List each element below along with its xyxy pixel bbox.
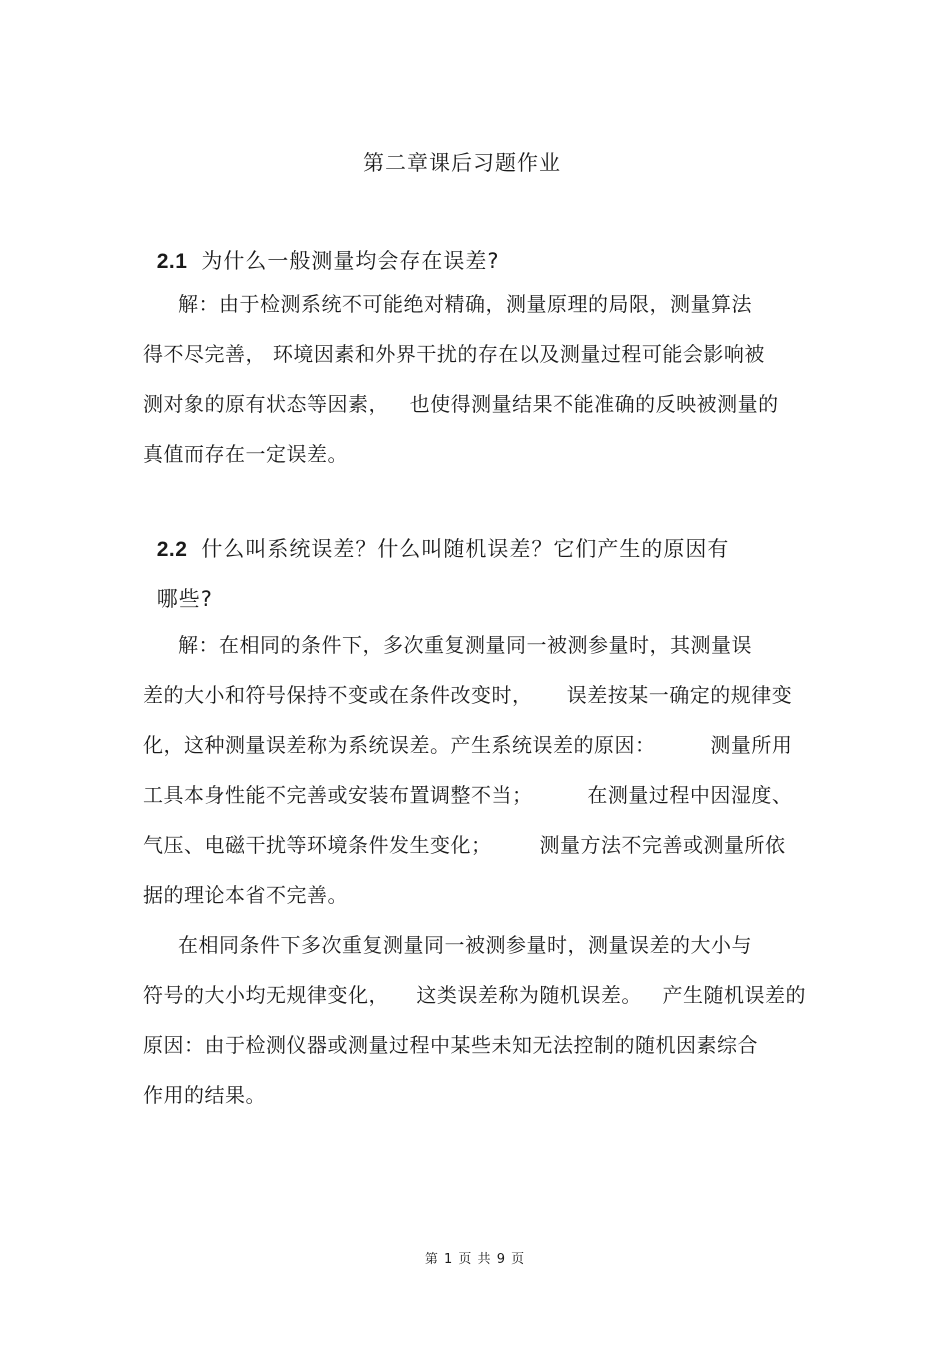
question-text: 为什么一般测量均会存在误差? <box>201 249 500 273</box>
answer-line: 气压、电磁干扰等环境条件发生变化； 测量方法不完善或测量所依 <box>143 833 786 857</box>
question-text: 什么叫系统误差？什么叫随机误差？它们产生的原因有 <box>201 537 730 561</box>
answer-line: 工具本身性能不完善或安装布置调整不当； 在测量过程中因湿度、 <box>143 783 793 807</box>
answer-line: 据的理论本省不完善。 <box>143 883 348 907</box>
question-heading <box>143 513 729 562</box>
question-heading <box>143 225 500 274</box>
answer-line: 化，这种测量误差称为系统误差。产生系统误差的原因： 测量所用 <box>143 733 793 757</box>
answer-line: 作用的结果。 <box>143 1083 266 1107</box>
answer-line: 真值而存在一定误差。 <box>143 442 348 466</box>
answer-line: 得不尽完善， 环境因素和外界干扰的存在以及测量过程可能会影响被 <box>143 342 765 366</box>
answer-line: 解：在相同的条件下，多次重复测量同一被测参量时，其测量误 <box>178 633 752 657</box>
answer-line: 差的大小和符号保持不变或在条件改变时， 误差按某一确定的规律变 <box>143 683 793 707</box>
answer-line: 原因：由于检测仪器或测量过程中某些未知无法控制的随机因素综合 <box>143 1033 758 1057</box>
question-text: 哪些? <box>156 587 213 611</box>
answer-line: 在相同条件下多次重复测量同一被测参量时，测量误差的大小与 <box>178 933 752 957</box>
question-number: 2.1 <box>156 250 188 273</box>
answer-line: 测对象的原有状态等因素， 也使得测量结果不能准确的反映被测量的 <box>143 392 779 416</box>
question-number: 2.2 <box>156 538 188 561</box>
answer-line: 符号的大小均无规律变化， 这类误差称为随机误差。 产生随机误差的 <box>143 983 807 1007</box>
page-footer: 第 1 页 共 9 页 <box>424 1252 526 1267</box>
answer-line: 解：由于检测系统不可能绝对精确，测量原理的局限，测量算法 <box>178 292 752 316</box>
question-text-continued <box>143 563 213 611</box>
document-title: 第二章课后习题作业 <box>363 151 561 175</box>
